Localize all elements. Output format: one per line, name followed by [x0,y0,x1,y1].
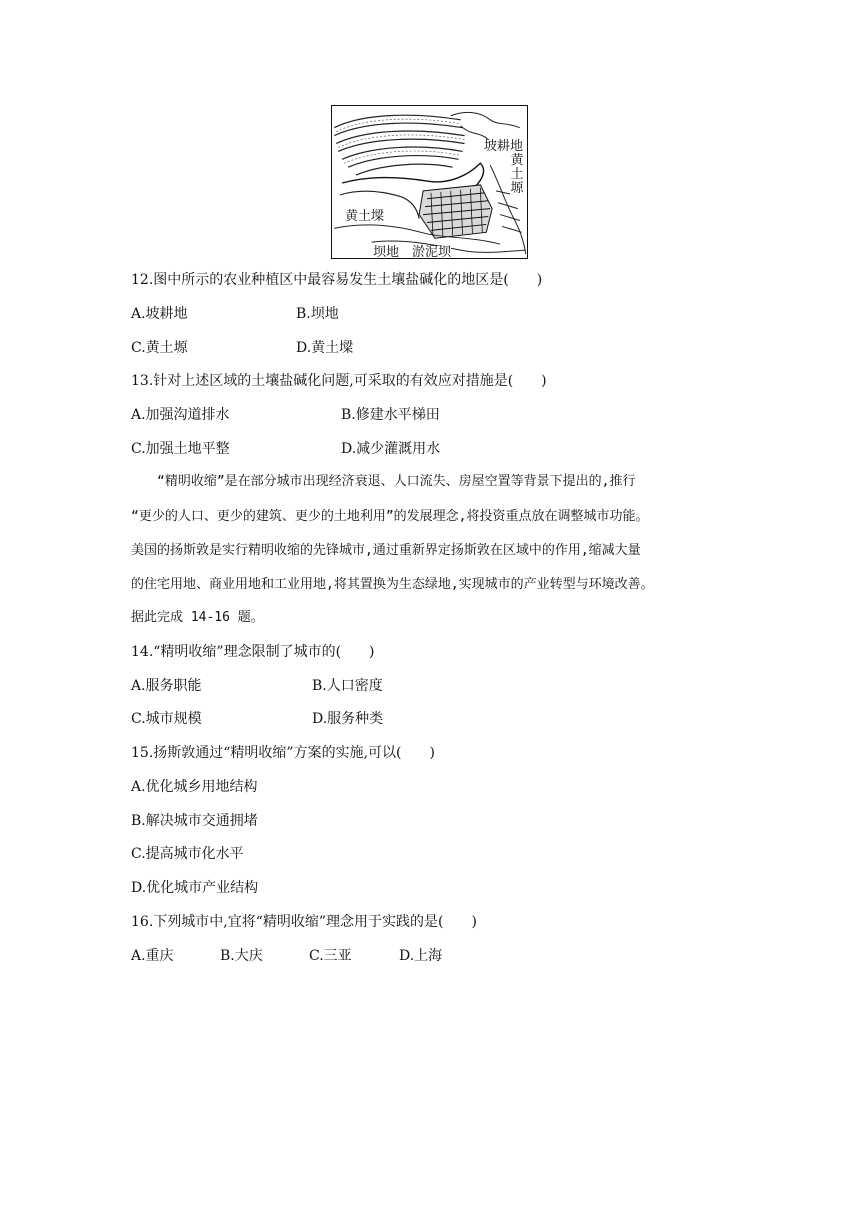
q13-option-c: C.加强土地平整 [131,441,230,457]
passage-line-3: 美国的扬斯敦是实行精明收缩的先锋城市,通过重新界定扬斯敦在区域中的作用,缩减大量 [131,543,641,558]
q16-option-d: D.上海 [399,948,443,964]
dam-land-label: 坝地 [373,245,400,259]
q14-option-d: D.服务种类 [312,711,384,727]
q15-option-d: D.优化城市产业结构 [131,880,259,896]
q16-option-b: B.大庆 [220,948,263,964]
q13-option-d: D.减少灌溉用水 [341,441,441,457]
landscape-sketch [332,106,527,258]
q12-option-c: C.黄土塬 [131,340,188,356]
silt-dam-label: 淤泥坝 [412,245,452,259]
q16-stem: 16.下列城市中,宜将“精明收缩”理念用于实践的是( ) [131,914,477,930]
loess-tableland-label: 黄土塬 [510,153,524,196]
q14-option-b: B.人口密度 [312,678,383,694]
loess-ridge-label: 黄土墚 [345,209,385,224]
passage-line-4: 的住宅用地、商业用地和工业用地,将其置换为生态绿地,实现城市的产业转型与环境改善。 [131,577,654,592]
passage-line-2: “更少的人口、更少的建筑、更少的土地利用”的发展理念,将投资重点放在调整城市功能。 [131,509,649,524]
q12-option-d: D.黄土墚 [296,340,354,356]
q15-option-b: B.解决城市交通拥堵 [131,813,258,829]
q12-stem: 12.图中所示的农业种植区中最容易发生土壤盐碱化的地区是( ) [131,272,543,288]
passage-line-5: 据此完成 14-16 题。 [131,610,264,625]
loess-landscape-figure [331,105,528,259]
q15-option-a: A.优化城乡用地结构 [131,779,258,795]
q15-option-c: C.提高城市化水平 [131,846,244,862]
q13-option-a: A.加强沟道排水 [131,407,230,423]
q16-option-a: A.重庆 [131,948,174,964]
q12-option-a: A.坡耕地 [131,306,188,322]
q15-stem: 15.扬斯敦通过“精明收缩”方案的实施,可以( ) [131,745,435,761]
q12-option-b: B.坝地 [296,306,339,322]
q14-option-c: C.城市规模 [131,711,202,727]
q13-option-b: B.修建水平梯田 [341,407,440,423]
q13-stem: 13.针对上述区域的土壤盐碱化问题,可采取的有效应对措施是( ) [131,373,547,389]
q14-option-a: A.服务职能 [131,678,202,694]
slope-farmland-label: 坡耕地 [484,139,524,154]
q16-option-c: C.三亚 [309,948,352,964]
passage-line-1: “精明收缩”是在部分城市出现经济衰退、人口流失、房屋空置等背景下提出的,推行 [131,474,636,489]
q14-stem: 14.“精明收缩”理念限制了城市的( ) [131,644,375,660]
